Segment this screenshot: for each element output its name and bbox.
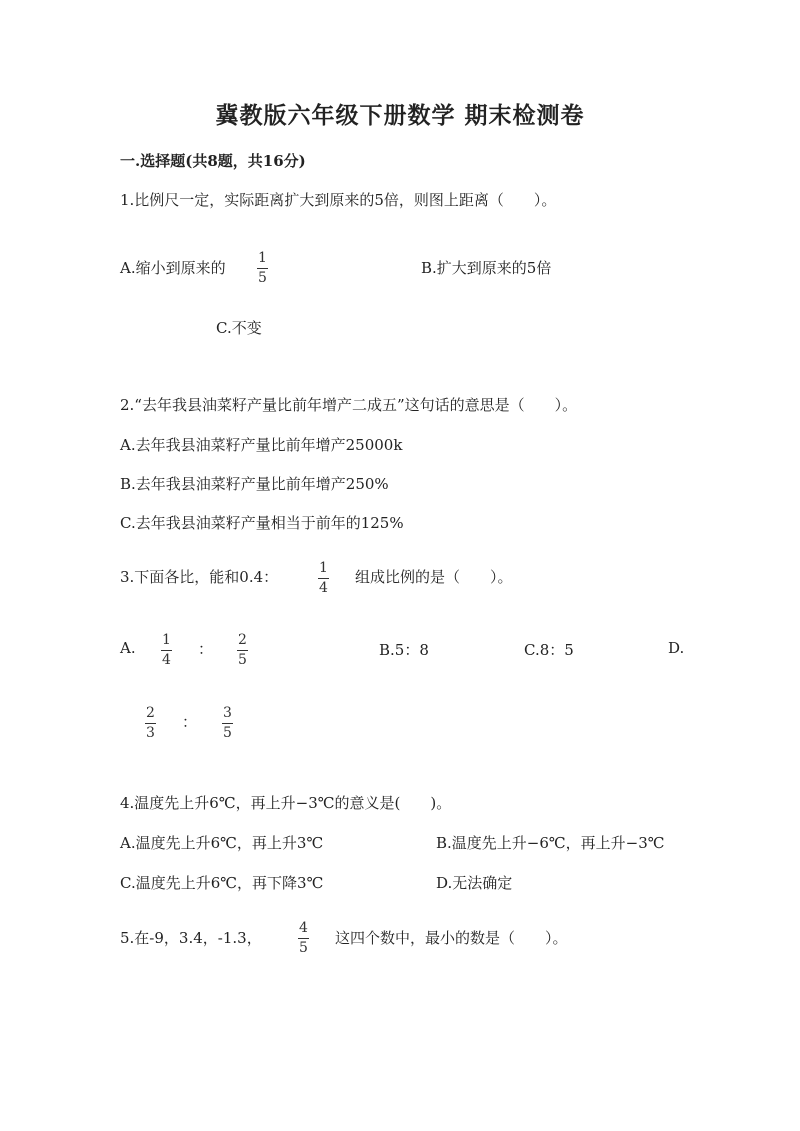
q3-d-fraction-1	[145, 706, 156, 741]
question-1-option-c[interactable]: C.不变	[216, 319, 262, 337]
fraction-bar	[257, 268, 268, 269]
question-1-option-b[interactable]: B.扩大到原来的5倍	[421, 259, 552, 277]
denominator: 4	[319, 580, 328, 596]
question-1-stem: 1.比例尺一定，实际距离扩大到原来的5倍，则图上距离（ ）。	[120, 191, 557, 209]
question-5-stem-suffix: 这四个数中，最小的数是（ ）。	[335, 929, 568, 947]
page-title: 冀教版六年级下册数学 期末检测卷	[215, 102, 585, 129]
question-3-option-b[interactable]: B.5：8	[379, 641, 429, 659]
question-3-option-d-label[interactable]: D.	[668, 639, 685, 657]
q3-d-colon: ：	[182, 713, 198, 731]
numerator: 1	[319, 560, 328, 576]
denominator: 3	[146, 725, 155, 741]
q5-stem-fraction	[298, 921, 309, 956]
question-3-stem-prefix: 3.下面各比，能和0.4：	[120, 568, 279, 586]
fraction-bar	[298, 938, 309, 939]
denominator: 4	[162, 652, 171, 668]
question-4-option-c[interactable]: C.温度先上升6℃，再下降3℃	[120, 874, 324, 892]
fraction-bar	[145, 723, 156, 724]
question-5-stem-prefix: 5.在-9，3.4，-1.3，	[120, 929, 262, 947]
numerator: 1	[258, 250, 267, 266]
question-4-option-a[interactable]: A.温度先上升6℃，再上升3℃	[120, 834, 324, 852]
question-2-option-b[interactable]: B.去年我县油菜籽产量比前年增产250%	[120, 475, 389, 493]
question-3-option-c[interactable]: C.8：5	[524, 641, 574, 659]
question-4-option-b[interactable]: B.温度先上升−6℃，再上升−3℃	[436, 834, 665, 852]
question-4-option-d[interactable]: D.无法确定	[436, 874, 513, 892]
question-4-stem: 4.温度先上升6℃，再上升−3℃的意义是( )。	[120, 794, 452, 812]
numerator: 2	[238, 632, 247, 648]
denominator: 5	[258, 270, 267, 286]
question-3-stem-suffix: 组成比例的是（ ）。	[355, 568, 513, 586]
q3-a-fraction-2	[237, 633, 248, 668]
numerator: 3	[223, 705, 232, 721]
question-3-option-a-label[interactable]: A.	[120, 639, 136, 657]
q3-stem-fraction	[318, 561, 329, 596]
question-2-stem: 2.“去年我县油菜籽产量比前年增产二成五”这句话的意思是（ ）。	[120, 396, 578, 414]
numerator: 2	[146, 705, 155, 721]
q1-a-fraction	[257, 251, 268, 286]
fraction-bar	[318, 578, 329, 579]
section-header: 一.选择题(共8题，共16分)	[120, 152, 306, 170]
numerator: 1	[162, 632, 171, 648]
fraction-bar	[237, 650, 248, 651]
numerator: 4	[299, 920, 308, 936]
question-2-option-a[interactable]: A.去年我县油菜籽产量比前年增产25000k	[120, 436, 403, 454]
q3-a-colon: ：	[198, 640, 214, 658]
question-2-option-c[interactable]: C.去年我县油菜籽产量相当于前年的125%	[120, 514, 404, 532]
question-1-option-a[interactable]: A.缩小到原来的	[120, 259, 226, 277]
denominator: 5	[299, 940, 308, 956]
q3-a-fraction-1	[161, 633, 172, 668]
denominator: 5	[223, 725, 232, 741]
denominator: 5	[238, 652, 247, 668]
fraction-bar	[161, 650, 172, 651]
q3-d-fraction-2	[222, 706, 233, 741]
fraction-bar	[222, 723, 233, 724]
